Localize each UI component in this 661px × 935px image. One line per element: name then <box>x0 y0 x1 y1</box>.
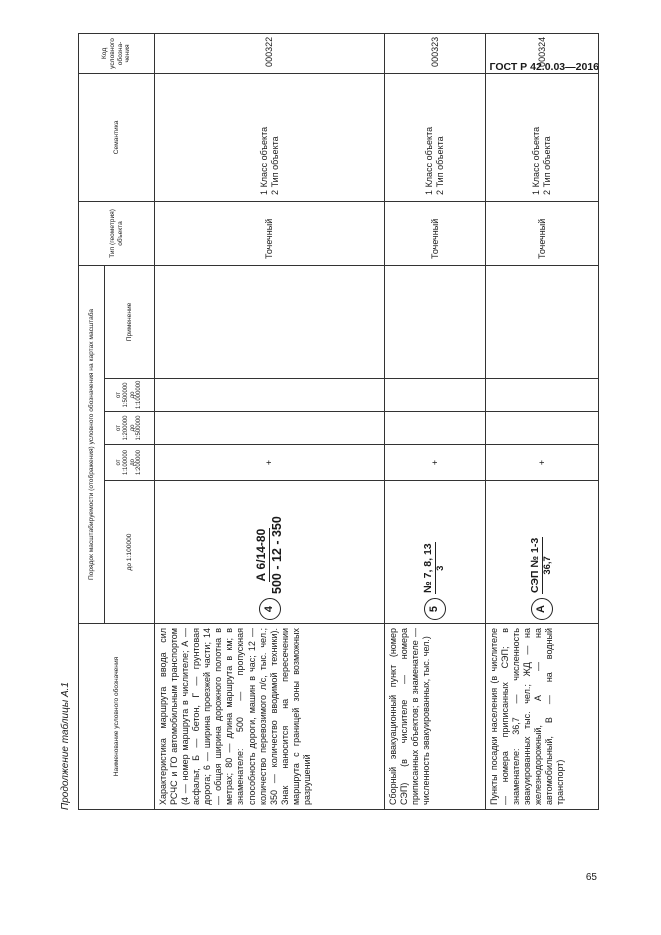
symbol-denominator: 3 <box>435 565 447 571</box>
assembly-point-number-badge: 5 <box>424 598 446 620</box>
symbol-numerator: СЭП № 1-3 <box>529 537 542 593</box>
scale-4-cell <box>486 379 599 412</box>
col-header-note: Применение <box>105 265 155 378</box>
type-cell: Точечный <box>486 201 599 265</box>
type-cell: Точечный <box>155 201 385 265</box>
semantics-cell <box>486 73 599 201</box>
semantics-cell <box>385 73 486 201</box>
symbol-cell <box>486 481 599 624</box>
scale-3-cell <box>155 412 385 445</box>
note-cell <box>486 265 599 378</box>
symbols-table <box>78 33 599 810</box>
symbol-numerator: А 6/14-80 <box>254 528 269 582</box>
semantics-cell <box>155 73 385 201</box>
symbol-fraction <box>255 516 283 594</box>
route-number-badge: 4 <box>259 598 281 620</box>
symbol-denominator: 36,7 <box>542 556 554 575</box>
table-row <box>155 33 385 809</box>
scale-2-mark: + <box>486 445 599 481</box>
semantics-item: 1 Класс объекта <box>531 126 542 195</box>
boarding-point-symbol <box>530 484 553 620</box>
semantics-item: 2 Тип объекта <box>269 136 280 195</box>
transport-type-badge: А <box>531 598 553 620</box>
semantics-item: 2 Тип объекта <box>435 136 445 195</box>
col-header-code: Код условного обозна-чения <box>79 33 155 73</box>
code-cell: 000323 <box>385 33 486 73</box>
col-header-name: Наименование условного обозначения <box>79 624 155 810</box>
scale-3-cell <box>486 412 599 445</box>
route-symbol <box>255 484 283 620</box>
semantics-item: 1 Класс объекта <box>424 126 435 195</box>
code-cell: 000324 <box>486 33 599 73</box>
scale-2-mark: + <box>385 445 486 481</box>
assembly-point-symbol <box>423 484 446 620</box>
note-cell <box>155 265 385 378</box>
symbol-cell <box>155 481 385 624</box>
scale-4-cell <box>155 379 385 412</box>
page-number: 65 <box>585 872 597 883</box>
row-name: Сборный эвакуационный пункт (номер СЭП) (в числителе — номера приписанных объектов; в знаменателе — численность эвакуированных, тыс. чел.) <box>385 624 486 810</box>
symbol-numerator: № 7, 8, 13 <box>422 543 435 593</box>
col-header-order-group: Порядок масштабируемости (отображения) условного обозначения на картах масштаба <box>79 265 105 623</box>
table-caption: Продолжение таблицы А.1 <box>60 682 71 810</box>
standard-header: ГОСТ Р 42.0.03—2016 <box>489 61 599 73</box>
col-header-scale-1: до 1:100000 <box>105 481 155 624</box>
col-header-scale-4: от 1:500000 до 1:1000000 <box>105 379 155 412</box>
symbol-fraction <box>530 537 553 594</box>
type-cell: Точечный <box>385 201 486 265</box>
table-row <box>385 33 486 809</box>
col-header-semantics: Семантика <box>79 73 155 201</box>
scale-4-cell <box>385 379 486 412</box>
symbol-cell <box>385 481 486 624</box>
scale-3-cell <box>385 412 486 445</box>
semantics-item: 1 Класс объекта <box>258 126 269 195</box>
row-name: Пункты посадки населения (в числителе — номера приписанных СЭП; в знаменателе: 36,7 — численность эвакуированных тыс. чел.; ЖД — на железнодорожный, А — на автомобильный, В — на водный транспорт) <box>486 624 599 810</box>
table-row <box>486 33 599 809</box>
col-header-scale-3: от 1:200000 до 1:500000 <box>105 412 155 445</box>
col-header-scale-2: от 1:100000 до 1:200000 <box>105 445 155 481</box>
symbol-fraction <box>423 542 446 594</box>
scale-2-mark: + <box>155 445 385 481</box>
code-cell: 000322 <box>155 33 385 73</box>
col-header-type: Тип (геометрия) объекта <box>79 201 155 265</box>
note-cell <box>385 265 486 378</box>
row-name: Характеристика маршрута ввода сил РСЧС и ГО автомобильным транспортом (4 — номер маршрута в числителе; А — асфальт, Б — бетон, Г — грунтовая дорога; 6 — ширина проезжей части; 14 — общая ширина дорожного полотна в метрах; 80 — длина маршрута в км; в знаменателе: 500 — пропускная способность дороги, машин в час; 12 — количество перевозимого л/с, тыс. чел.; 350 — количество вводимой техники). Знак наносится на пересечении маршрута с границей зоны возможных разрушений <box>155 624 385 810</box>
symbol-denominator: 500 - 12 - 350 <box>269 516 284 594</box>
semantics-item: 2 Тип объекта <box>542 136 552 195</box>
